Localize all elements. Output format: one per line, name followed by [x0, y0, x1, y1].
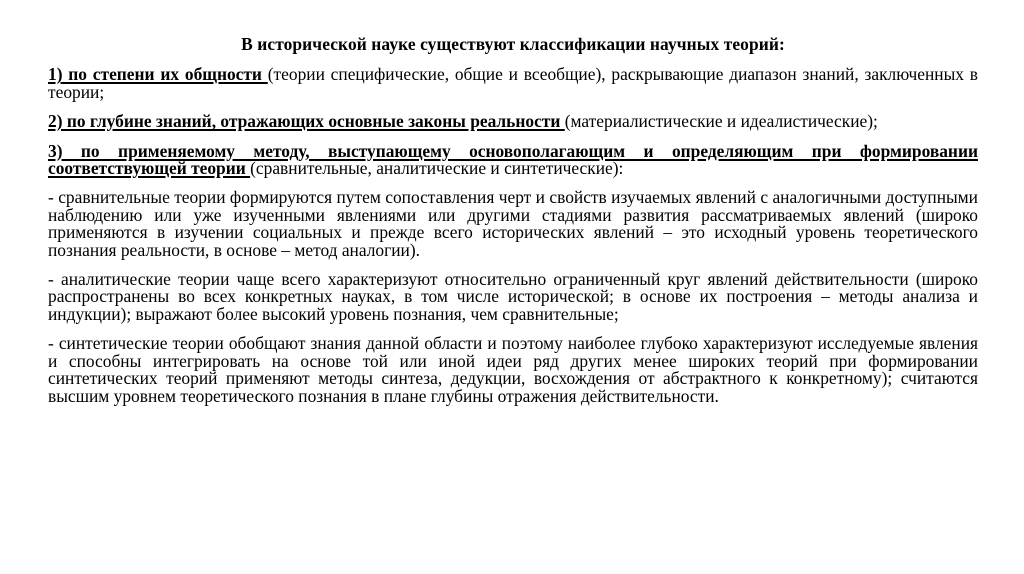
bullet-analytical-theories: - аналитические теории чаще всего характеризуют относительно ограниченный круг явлений действительности (широко распространены во всех конкретных науках, в том числе исторической; в основе их построения – методы анализа и индукции); выражают более высокий уровень познания, чем сравнительные; — [48, 269, 978, 324]
classification-item-1-text: (теории специфические, общие и всеобщие), раскрывающие диапазон знаний, заключенных в теории; — [48, 64, 978, 102]
classification-item-3-text: (сравнительные, аналитические и синтетические): — [250, 158, 624, 179]
classification-item-3-lead: 3) по применяемому методу, выступающему основополагающим и определяющим при формировании соответствующей теории — [48, 140, 978, 179]
classification-item-1-lead: 1) по степени их общности — [48, 64, 268, 85]
bullet-synthetic-theories: - синтетические теории обобщают знания данной области и поэтому наиболее глубоко характеризуют исследуемые явления и способны интегрировать на основе той или иной идеи ряд других менее широких теорий при формировании синтетических теорий применяют методы синтеза, дедукции, восхождения от абстрактного к конкретному); считаются высшим уровнем теоретического познания в плане глубины отражения действительности. — [48, 333, 978, 406]
slide-title: В исторической науке существуют классификации научных теорий: — [241, 34, 785, 54]
classification-item-1 — [48, 66, 978, 101]
slide-content — [48, 36, 978, 417]
bullet-comparative-theories: - сравнительные теории формируются путем сопоставления черт и свойств изучаемых явлений с аналогичными доступными наблюдению или уже изученными явлениями или другими стадиями развития рассматриваемых явлений (широко применяются в изучении социальных и прежде всего исторических явлений – это исходный уровень теоретического познания реальности, в основе – метод аналогии). — [48, 187, 978, 260]
classification-item-2 — [48, 113, 978, 130]
classification-item-2-text: (материалистические и идеалистические); — [564, 111, 878, 132]
classification-item-2-lead: 2) по глубине знаний, отражающих основные законы реальности — [48, 111, 565, 132]
classification-item-3 — [48, 140, 978, 179]
